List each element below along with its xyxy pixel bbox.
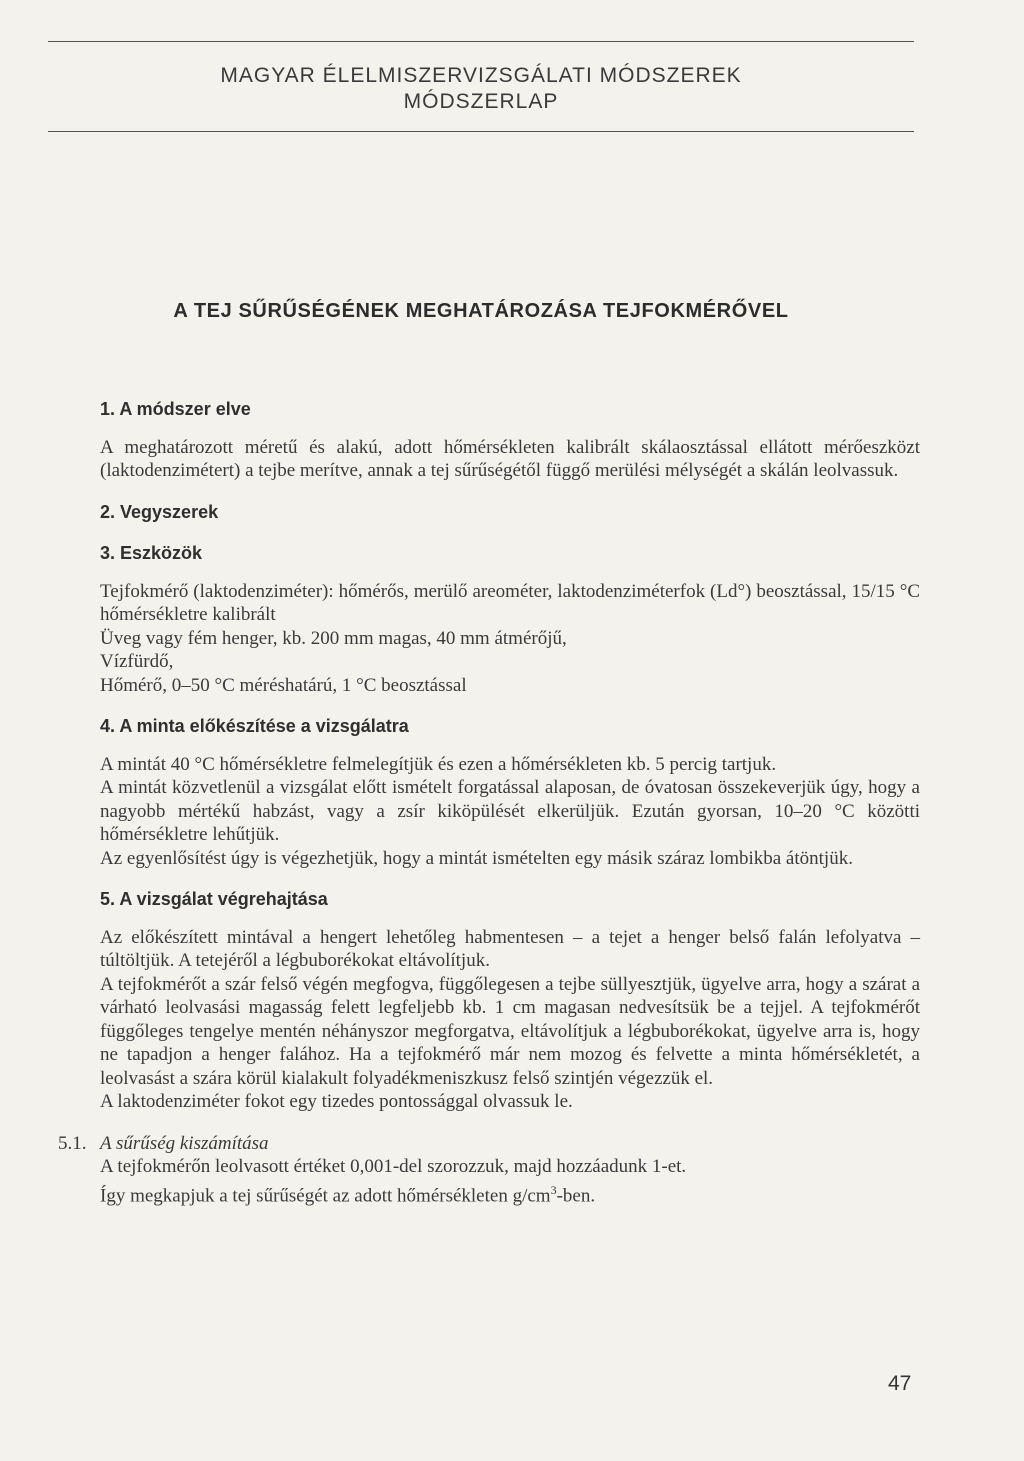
document-title: A TEJ SŰRŰSÉGÉNEK MEGHATÁROZÁSA TEJFOKMÉRŐVEL <box>173 300 789 322</box>
subsection-heading <box>58 1132 920 1156</box>
formula-text-end: -ben. <box>556 1184 596 1206</box>
equipment-item: Tejfokmérő (laktodenziméter): hőmérős, merülő areométer, laktodenziméterfok (Ld°) beosztással, 15/15 °C hőmérsékletre kalibrált <box>100 580 920 625</box>
header-bottom-rule <box>48 131 914 132</box>
subsection-title: A sűrűség kiszámítása <box>100 1132 269 1154</box>
section-paragraph: A mintát 40 °C hőmérsékletre felmelegítjük és ezen a hőmérsékleten kb. 5 percig tartjuk. <box>100 753 777 775</box>
section-paragraph <box>100 1179 920 1208</box>
equipment-item: Üveg vagy fém henger, kb. 200 mm magas, 40 mm átmérőjű, <box>100 627 567 649</box>
section-heading: 2. Vegyszerek <box>100 501 219 522</box>
series-title: MAGYAR ÉLELMISZERVIZSGÁLATI MÓDSZEREK <box>220 64 742 87</box>
section-heading: 4. A minta előkészítése a vizsgálatra <box>100 716 409 736</box>
header-top-rule <box>48 41 914 42</box>
section-heading: 3. Eszközök <box>100 543 203 563</box>
section-equipment <box>100 542 920 697</box>
section-sample-preparation <box>100 715 920 870</box>
section-paragraph: Az egyenlősítést úgy is végezhetjük, hogy a mintát ismételten egy másik száraz lombikba átöntjük. <box>100 847 853 869</box>
section-reagents <box>100 501 920 525</box>
equipment-item: Hőmérő, 0–50 °C méréshatárú, 1 °C beosztással <box>100 674 467 696</box>
section-text: A meghatározott méretű és alakú, adott hőmérsékleten kalibrált skálaosztással ellátott mérőeszközt (laktodenzimétert) a tejbe merítve, annak a tej sűrűségétől függő merülési mélységét a skálán leolvassuk. <box>100 436 920 481</box>
section-procedure <box>100 888 920 1114</box>
section-paragraph: A mintát közvetlenül a vizsgálat előtt ismételt forgatással alaposan, de óvatosan összekeverjük úgy, hogy a nagyobb mértékű habzást, vagy a zsír kiköpülését elkerüljük. Ezután gyorsan, 10–20 °C közötti hőmérsékletre lehűtjük. <box>100 777 920 845</box>
section-paragraph: A tejfokmérőt a szár felső végén megfogva, függőlegesen a tejbe süllyesztjük, ügyelve arra, hogy a szárat a várható leolvasási magasság felett legfeljebb kb. 1 cm magasan nedvesítsük be a tejjel. A tejfokmérőt függőleges tengelye mentén néhányszor megforgatva, eltávolítjuk a légbuborékokat, ügyelve arra is, hogy ne tapadjon a henger falához. Ha a tejfokmérő már nem mozog és felvette a minta hőmérsékletét, a leolvasást a szára körül kialakult folyadékmeniszkusz felső szintjén végezzük el. <box>100 973 920 1089</box>
equipment-item: Vízfürdő, <box>100 651 174 672</box>
page-number: 47 <box>888 1372 912 1395</box>
subsection-density-calculation <box>58 1132 920 1208</box>
unit-exponent: 3 <box>550 1182 557 1197</box>
section-paragraph: A laktodenziméter fokot egy tizedes pontossággal olvassuk le. <box>100 1091 573 1112</box>
section-heading: 5. A vizsgálat végrehajtása <box>100 889 328 909</box>
section-paragraph: A tejfokmérőn leolvasott értéket 0,001-del szorozzuk, majd hozzáadunk 1-et. <box>100 1156 687 1177</box>
section-principle <box>100 398 920 483</box>
section-paragraph: Az előkészített mintával a hengert lehetőleg habmentesen – a tejet a henger belső falán lefolyatva – túltöltjük. A tetejéről a légbuborékokat eltávolítjuk. <box>100 926 920 971</box>
sheet-type: MÓDSZERLAP <box>403 90 559 113</box>
subsection-number: 5.1. <box>58 1132 87 1154</box>
formula-text: Így megkapjuk a tej sűrűségét az adott hőmérsékleten g/cm <box>100 1184 551 1206</box>
document-body <box>58 398 920 1207</box>
section-heading: 1. A módszer elve <box>100 399 251 419</box>
